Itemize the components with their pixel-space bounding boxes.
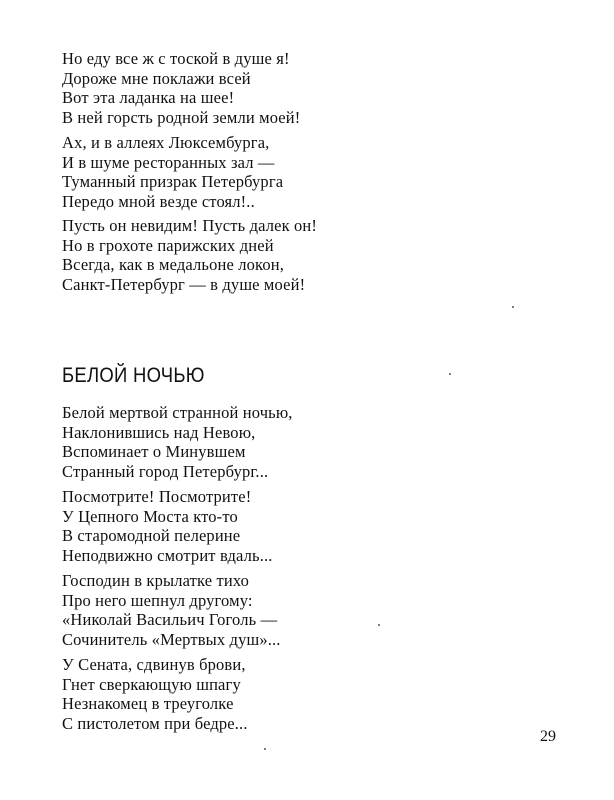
verse-line: Белой мертвой странной ночью, [62, 403, 293, 422]
stanza-5 [62, 487, 273, 565]
verse-line: В ней горсть родной земли моей! [62, 107, 301, 127]
verse-line: Но в грохоте парижских дней [62, 235, 274, 255]
stanza-1 [62, 49, 300, 127]
verse-line: Господин в крылатке тихо [62, 571, 250, 590]
verse-line: Передо мной везде стоял!.. [62, 191, 255, 211]
scan-speck [264, 748, 266, 750]
stanza-7 [62, 655, 248, 733]
verse-line: Про него шепнул другому: [62, 590, 253, 610]
verse-line: «Николай Васильич Гоголь — [62, 610, 278, 630]
verse-line: Странный город Петербург... [62, 461, 269, 481]
verse-line: И в шуме ресторанных зал — [62, 152, 275, 172]
verse-line: Посмотрите! Посмотрите! [62, 487, 252, 506]
stanza-2 [62, 133, 283, 211]
verse-line: Наклонившись над Невою, [62, 422, 256, 442]
verse-line: С пистолетом при бедре... [62, 713, 248, 733]
verse-line: У Цепного Моста кто-то [62, 506, 238, 526]
stanza-3 [62, 216, 317, 294]
verse-line: Всегда, как в медальоне локон, [62, 255, 284, 275]
verse-line: Вспоминает о Минувшем [62, 442, 246, 462]
scan-speck [378, 624, 380, 626]
verse-line: У Сената, сдвинув брови, [62, 655, 246, 674]
stanza-6 [62, 571, 281, 649]
verse-line: Ах, и в аллеях Люксембурга, [62, 133, 270, 152]
verse-line: Неподвижно смотрит вдаль... [62, 545, 273, 565]
verse-line: Сочинитель «Мертвых душ»... [62, 629, 281, 649]
verse-line: Незнакомец в треуголке [62, 694, 234, 714]
verse-line: Вот эта ладанка на шее! [62, 88, 235, 108]
verse-line: Пусть он невидим! Пусть далек он! [62, 216, 318, 235]
page-number: 29 [540, 728, 556, 745]
verse-line: В старомодной пелерине [62, 526, 241, 546]
verse-line: Гнет сверкающую шпагу [62, 674, 241, 694]
scan-speck [512, 306, 514, 308]
verse-line: Санкт-Петербург — в душе моей! [62, 274, 306, 294]
verse-line: Но еду все ж с тоской в душе я! [62, 49, 290, 68]
verse-line: Туманный призрак Петербурга [62, 172, 284, 192]
verse-line: Дороже мне поклажи всей [62, 68, 251, 88]
stanza-4 [62, 403, 293, 481]
scan-speck [449, 373, 451, 375]
poem-title: БЕЛОЙ НОЧЬЮ [62, 364, 205, 387]
